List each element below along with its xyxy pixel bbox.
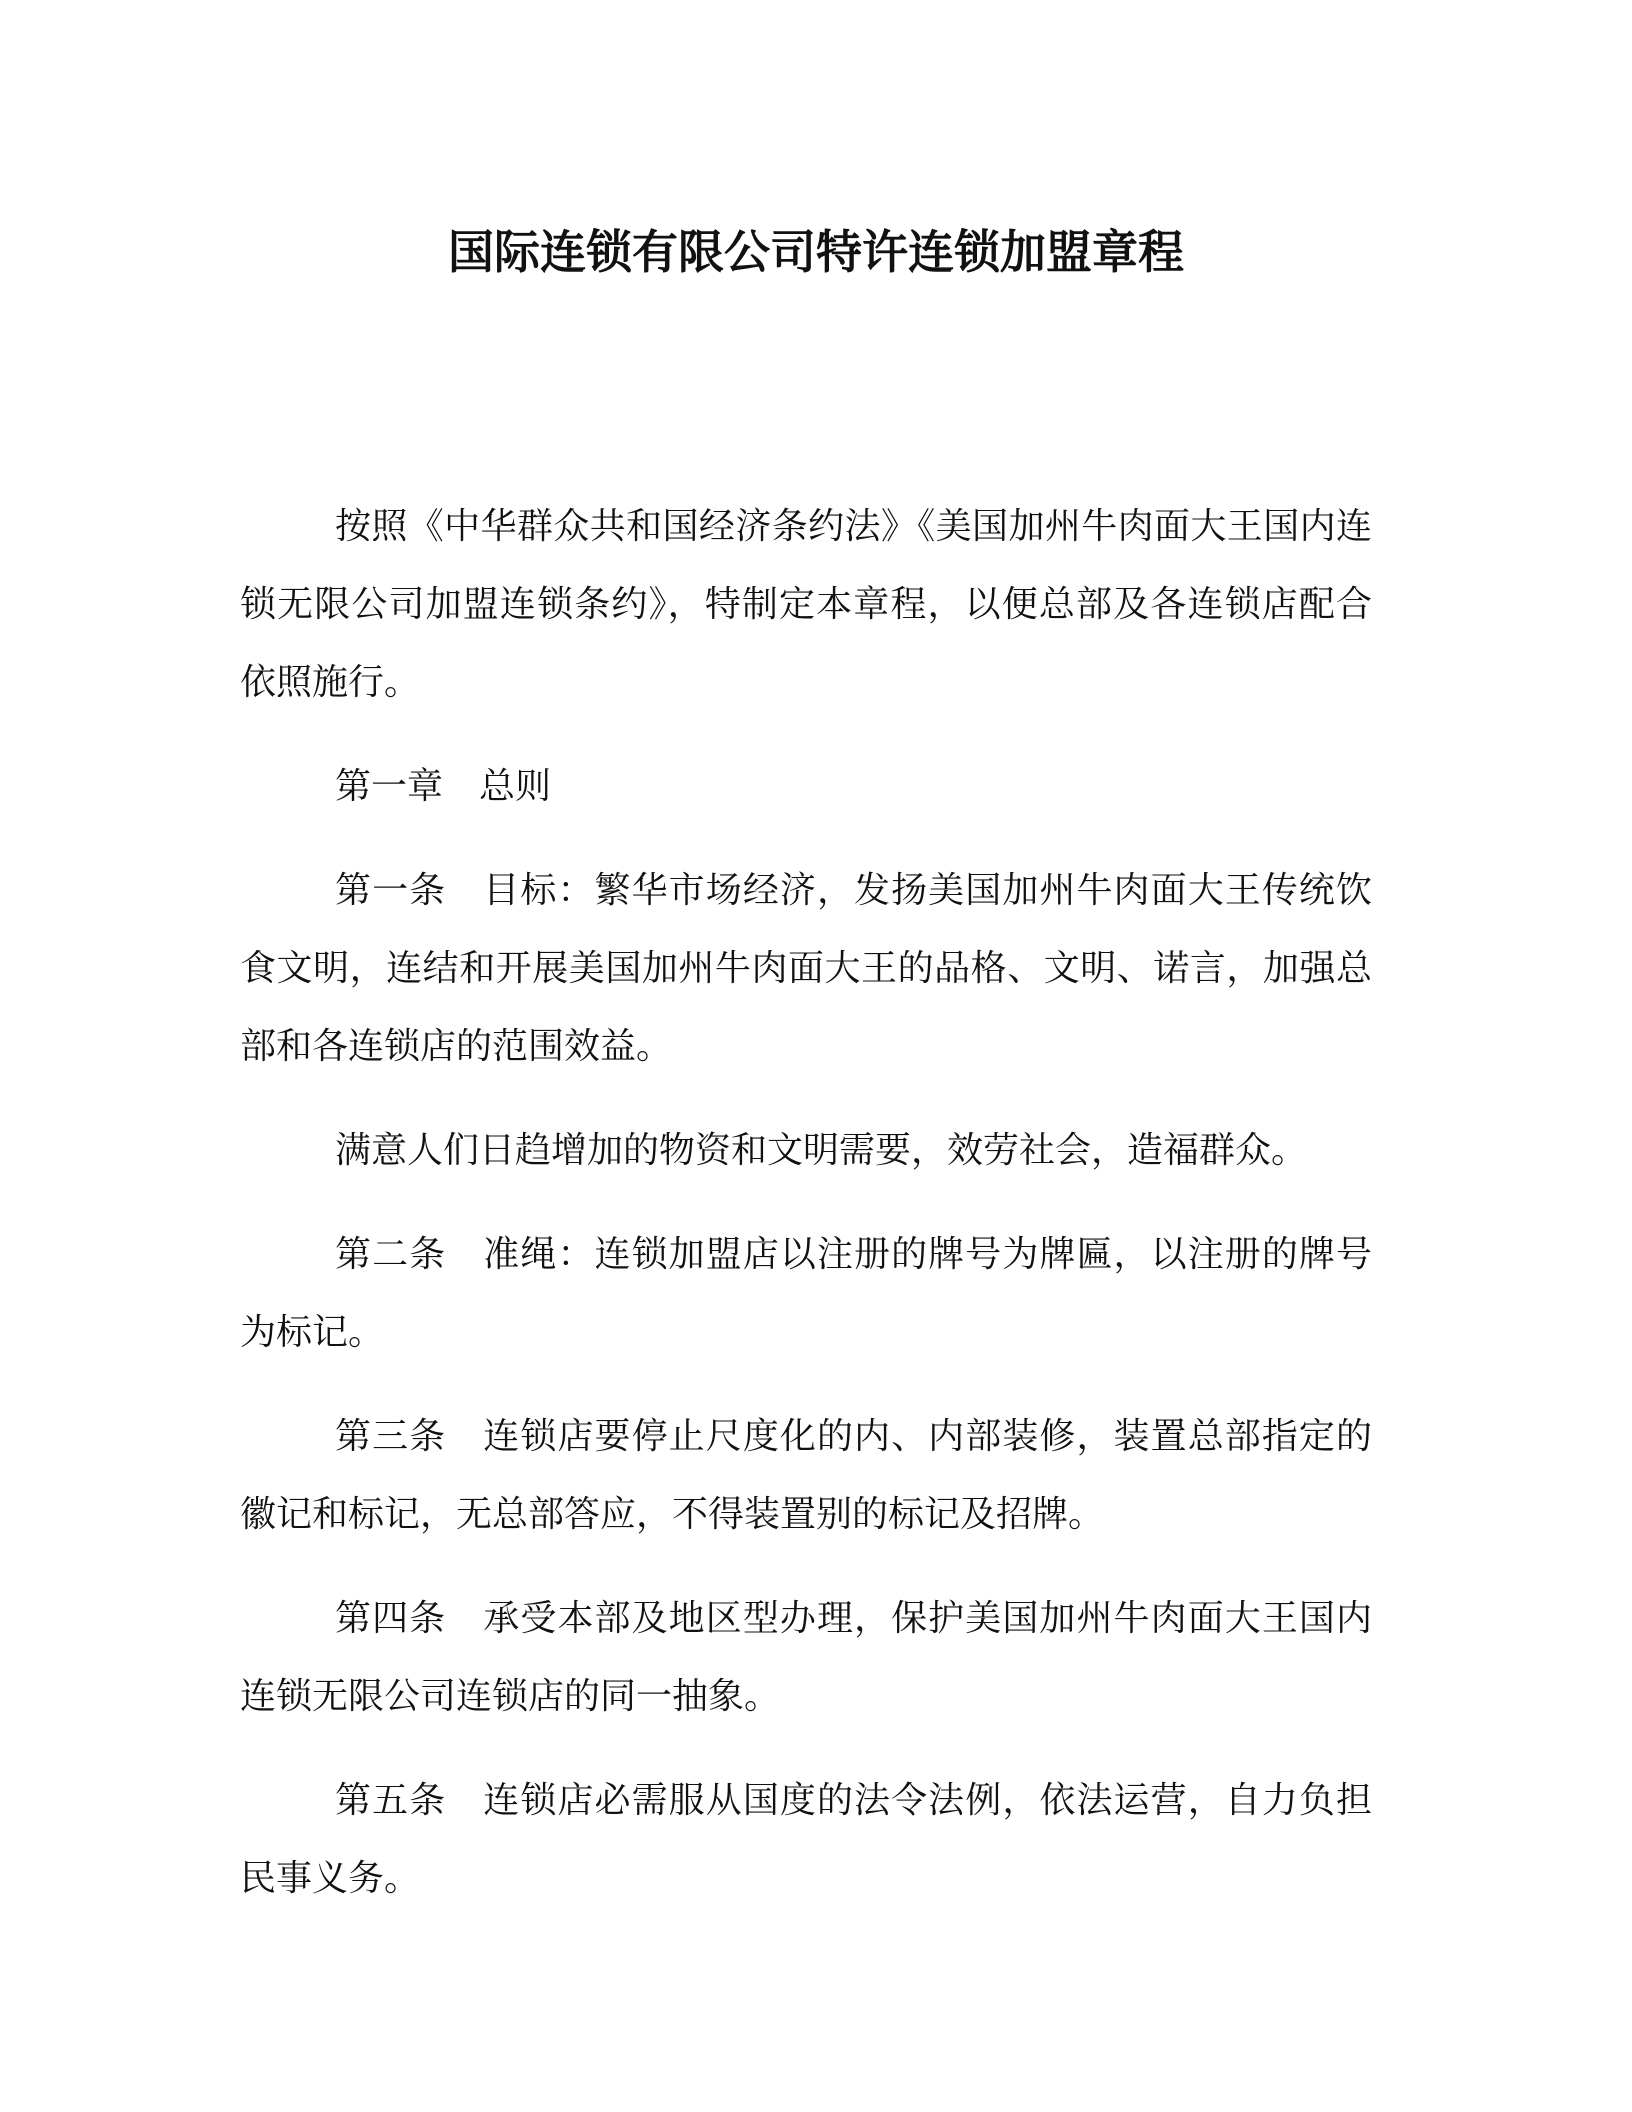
article-4: [240, 1580, 1372, 1736]
article-text: 连锁店要停止尺度化的内、内部装修，装置总部指定的徽记和标记，无总部答应，不得装置别的标记及招牌。: [240, 1416, 1372, 1535]
chapter-label: 第一章: [335, 766, 444, 807]
article-5: [240, 1762, 1372, 1918]
article-text: 准绳：连锁加盟店以注册的牌号为牌匾，以注册的牌号为标记。: [240, 1234, 1372, 1353]
intro-paragraph: 按照《中华群众共和国经济条约法》《美国加州牛肉面大王国内连锁无限公司加盟连锁条约》，特制定本章程，以便总部及各连锁店配合依照施行。: [240, 506, 1372, 703]
article-label: 第一条: [335, 870, 447, 911]
article-text: 承受本部及地区型办理，保护美国加州牛肉面大王国内连锁无限公司连锁店的同一抽象。: [240, 1598, 1372, 1717]
chapter-heading: [240, 748, 1372, 826]
article-1: [240, 852, 1372, 1086]
article-text: 连锁店必需服从国度的法令法例，依法运营，自力负担民事义务。: [240, 1780, 1372, 1899]
article-2: [240, 1216, 1372, 1372]
article-1-continuation: [240, 1112, 1372, 1190]
document-title: 国际连锁有限公司特许连锁加盟章程: [448, 225, 1184, 279]
article-text: 满意人们日趋增加的物资和文明需要，效劳社会，造福群众。: [335, 1130, 1308, 1171]
article-3: [240, 1398, 1372, 1554]
chapter-name: 总则: [479, 766, 552, 807]
article-text: 目标：繁华市场经济，发扬美国加州牛肉面大王传统饮食文明，连结和开展美国加州牛肉面大王的品格、文明、诺言，加强总部和各连锁店的范围效益。: [240, 870, 1372, 1067]
article-label: 第三条: [335, 1416, 447, 1457]
article-label: 第五条: [335, 1780, 447, 1821]
document-body: [240, 488, 1372, 1944]
article-label: 第二条: [335, 1234, 447, 1275]
article-label: 第四条: [335, 1598, 447, 1639]
